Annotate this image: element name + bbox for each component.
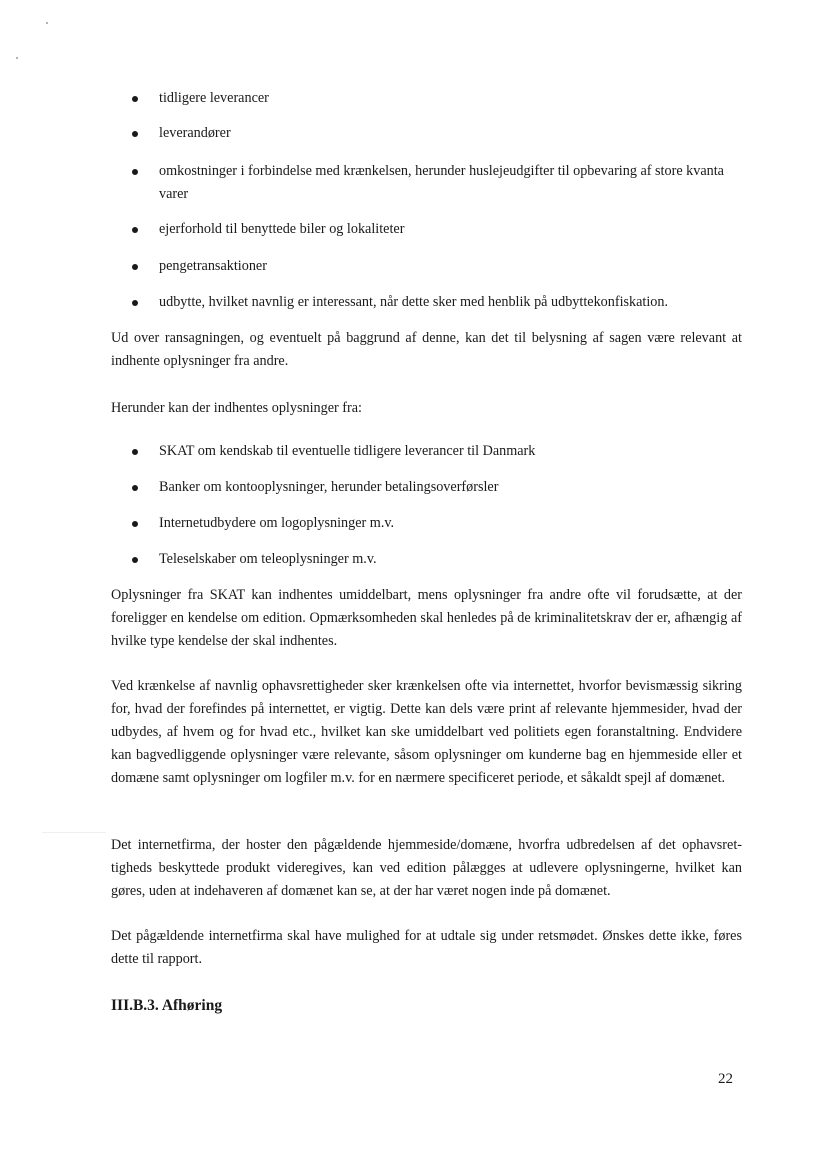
- body-paragraph: Det pågældende internetfirma skal have mulighed for at udtale sig under retsmødet. Ønskes dette ikke, føres dette til rapport.: [111, 928, 742, 967]
- list-item-text: Banker om kontooplysninger, herunder betalingsoverførsler: [159, 479, 499, 495]
- list-item-text: pengetransaktioner: [159, 258, 267, 274]
- section-heading: III.B.3. Afhøring: [111, 997, 223, 1014]
- bullet-icon: [132, 96, 138, 102]
- page-number: 22: [718, 1071, 733, 1087]
- bullet-icon: [132, 169, 138, 175]
- list-item-text: leverandører: [159, 125, 231, 141]
- list-item: [137, 291, 747, 314]
- bullet-icon: [132, 300, 138, 306]
- list-item: [137, 122, 747, 145]
- body-paragraph: Ud over ransagningen, og eventuelt på baggrund af denne, kan det til belysning af sagen være relevant at indhente oplysninger fra andre.: [111, 330, 742, 369]
- bullet-icon: [132, 264, 138, 270]
- list-item: [137, 87, 747, 110]
- list-item-text: SKAT om kendskab til eventuelle tidligere leverancer til Danmark: [159, 443, 536, 459]
- list-item-text: Teleselskaber om teleoplysninger m.v.: [159, 551, 377, 567]
- bullet-icon: [132, 449, 138, 455]
- list-item-text: udbytte, hvilket navnlig er interessant, når dette sker med henblik på udbyttekonfiskation.: [159, 294, 669, 310]
- scan-divider: [42, 832, 106, 833]
- list-item: [137, 548, 747, 571]
- list-item-text: tidligere leverancer: [159, 90, 269, 106]
- bullet-icon: [132, 227, 138, 233]
- bullet-icon: [132, 521, 138, 527]
- body-paragraph: Ved krænkelse af navnlig ophavsrettigheder sker krænkelsen ofte via internettet, hvorfor bevismæssig sikring for, hvad der forefindes på internettet, er vigtig. Dette kan dels være print af relevante hjemmesider, hvad der udbydes, af hvem og for hvad etc., hvilket kan ske umiddelbart ved politiets egen foranstaltning. Endvidere kan bagvedliggende oplysninger være relevante, såsom oplysninger om kunderne bag en hjemmeside eller et domæne samt oplysninger om logfiler m.v. for en nærmere specificeret periode, et såkaldt spejl af domænet.: [111, 678, 742, 786]
- list-item: [137, 160, 747, 206]
- list-item: [137, 512, 747, 535]
- scan-speck: [16, 57, 18, 59]
- scan-speck: [46, 22, 48, 24]
- body-paragraph: Oplysninger fra SKAT kan indhentes umiddelbart, mens oplysninger fra andre ofte vil forudsætte, at der foreligger en kendelse om edition. Opmærksomheden skal henledes på de kriminalitetskrav der er, afhængig af hvilke type kendelse der skal indhentes.: [111, 587, 742, 649]
- list-item-text: ejerforhold til benyttede biler og lokaliteter: [159, 221, 405, 237]
- list-item: [137, 476, 747, 499]
- bullet-icon: [132, 485, 138, 491]
- body-paragraph: Herunder kan der indhentes oplysninger fra:: [111, 400, 362, 416]
- list-item-text: Internetudbydere om logoplysninger m.v.: [159, 515, 395, 531]
- list-item-text: omkostninger i forbindelse med krænkelsen, herunder huslejeudgifter til opbevaring af store kvanta varer: [159, 163, 724, 202]
- list-item: [137, 440, 747, 463]
- list-item: [137, 218, 747, 241]
- bullet-icon: [132, 131, 138, 137]
- list-item: [137, 255, 747, 278]
- body-paragraph: Det internetfirma, der hoster den pågældende hjemmeside/domæne, hvorfra udbredelsen af det ophavsrettigheds beskyttede produkt videregives, kan ved edition pålægges at udlevere oplysningerne, hvilket kan gøres, uden at indehaveren af domænet kan se, at der har været nogen inde på domænet.: [111, 837, 742, 899]
- bullet-icon: [132, 557, 138, 563]
